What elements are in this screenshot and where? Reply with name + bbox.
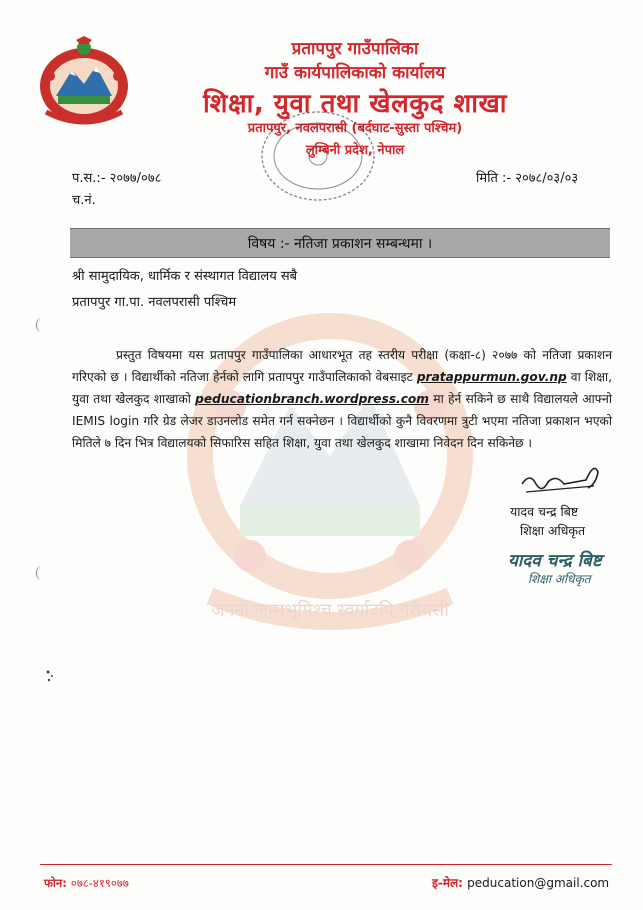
footer-divider [40,864,612,865]
reference-number: प.स.:- २०७७/०७८ [72,171,162,186]
watermark-motto: जननी जन्मभूमिश्च स्वर्गादपि गरीयसी [211,600,449,621]
body-text-1: प्रस्तुत विषयमा यस प्रतापपुर गाउँपालिका आधारभूत तह स्तरीय परीक्षा (कक्षा-८) २०७७ को नतिजा प्रकाशन गरिएको छ । विद्यार्थीको नतिजा हेर्नको लागि प्रतापपुर गाउँपालिकाको वेबसाइट [72,348,612,384]
recipient-line-1: श्री सामुदायिक, धार्मिक र संस्थागत विद्यालय सबै [72,269,298,284]
nepal-emblem-icon [36,36,132,128]
body-text-3: मा हेर्न सकिने छ साथै विद्यालयले आफ्नो IEMIS login गरि ग्रेड लेजर डाउनलोड समेत गर्न सक्नेछन । विद्यार्थीको कुनै विवरणमा त्रुटी भएमा नतिजा प्रकाशन भएको मितिले ७ दिन भित्र विद्यालयको सिफारिस सहित शिक्षा, युवा तथा खेलकुद शाखामा निवेदन दिन सकिनेछ । [72,392,613,450]
municipality-website-link[interactable]: pratappurmun.gov.np [416,370,567,384]
phone-number: ०७८-४१९०७७ [70,876,129,890]
province-country: लुम्बिनी प्रदेश, नेपाल [305,143,405,158]
branch-name: शिक्षा, युवा तथा खेलकुद शाखा [203,89,507,119]
office-address: प्रतापपुर, नवलपरासी (बर्दघाट-सुस्ता पश्चिम) [247,121,463,136]
subject-bar [70,228,610,258]
signatory-name: यादव चन्द्र बिष्ट [510,504,579,519]
education-branch-website-link[interactable]: peducationbranch.wordpress.com [195,392,430,406]
office-name: गाउँ कार्यपालिकाको कार्यालय [264,63,446,83]
scan-specks [44,666,58,686]
punch-hole-mark [36,566,47,580]
signatory-post: शिक्षा अधिकृत [520,523,586,538]
email-label: इ-मेल: [432,876,463,890]
footer-email [432,874,609,891]
body-text-2: वा शिक्षा, युवा तथा खेलकुद शाखाको [72,370,612,406]
punch-hole-mark [36,318,47,332]
email-address[interactable]: peducation@gmail.com [467,876,610,890]
subject-line: विषय :- नतिजा प्रकाशन सम्बन्धमा । [247,236,433,252]
seal-post: शिक्षा अधिकृत [528,572,591,586]
handwritten-signature-icon [516,454,606,504]
seal-name: यादव चन्द्र बिष्ट [508,551,602,571]
office-stamp-icon [258,108,378,204]
recipient-line-2: प्रतापपुर गा.पा. नवलपरासी पश्चिम [72,295,237,310]
phone-label: फोन: [44,876,67,890]
municipality-name: प्रतापपुर गाउँपालिका [291,39,419,59]
letter-body [72,344,612,454]
letter-date: मिति :- २०७८/०३/०३ [476,171,579,186]
footer-phone [44,876,129,891]
dispatch-number: च.नं. [72,193,96,208]
